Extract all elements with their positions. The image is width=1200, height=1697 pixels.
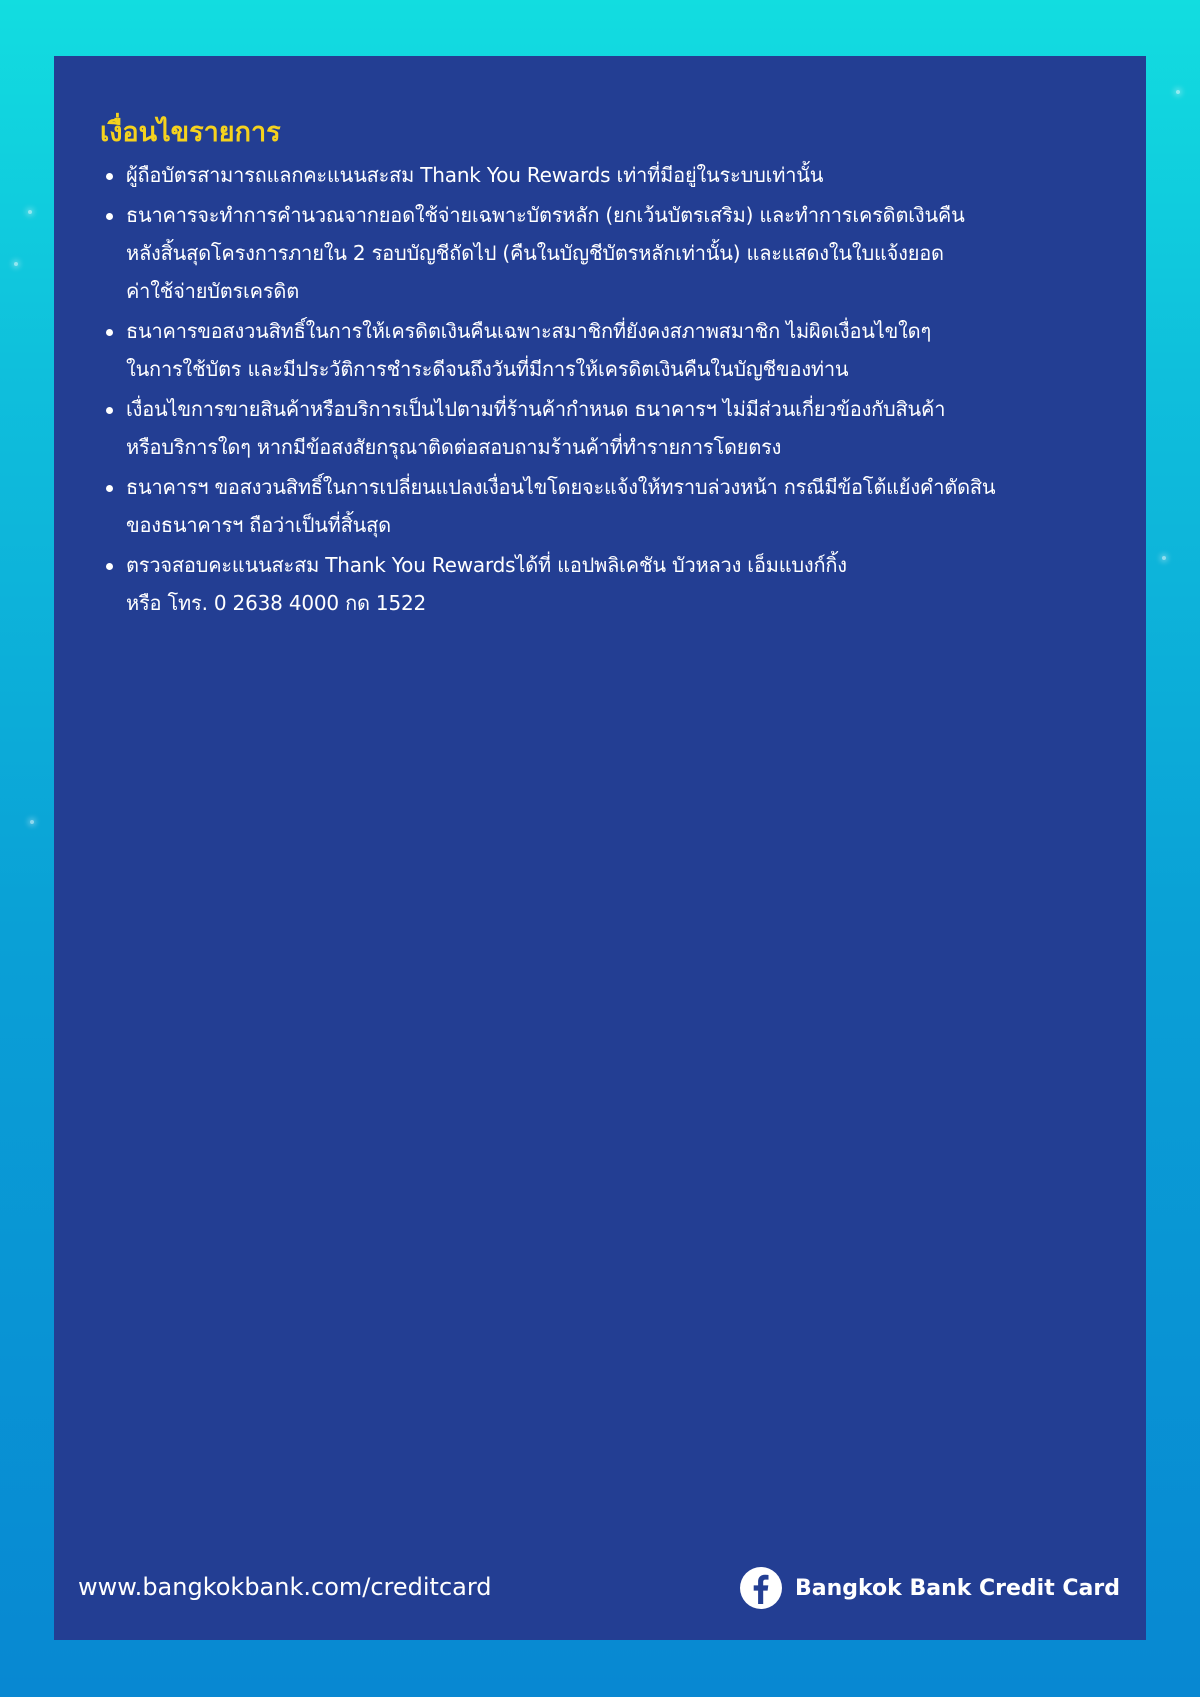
bullet-icon xyxy=(106,485,113,492)
condition-line: ธนาคารขอสงวนสิทธิ์ในการให้เครดิตเงินคืนเฉพาะสมาชิกที่ยังคงสภาพสมาชิก ไม่ผิดเงื่อนไขใดๆ xyxy=(126,319,932,343)
condition-line: ตรวจสอบคะแนนสะสม Thank You Rewardsได้ที่ แอปพลิเคชัน บัวหลวง เอ็มแบงก์กิ้ง xyxy=(126,553,847,577)
condition-line: ของธนาคารฯ ถือว่าเป็นที่สิ้นสุด xyxy=(126,513,391,537)
background-sparkle xyxy=(1162,556,1166,560)
condition-item xyxy=(100,390,1110,466)
condition-line: ผู้ถือบัตรสามารถแลกคะแนนสะสม Thank You Rewards เท่าที่มีอยู่ในระบบเท่านั้น xyxy=(126,163,824,187)
condition-item xyxy=(100,546,1110,622)
background-sparkle xyxy=(1176,90,1180,94)
condition-line: ในการใช้บัตร และมีประวัติการชำระดีจนถึงวันที่มีการให้เครดิตเงินคืนในบัญชีของท่าน xyxy=(126,357,849,381)
condition-item xyxy=(100,468,1110,544)
facebook-page-link[interactable] xyxy=(739,1566,1120,1610)
conditions-heading: เงื่อนไขรายการ xyxy=(100,117,281,148)
condition-line: หลังสิ้นสุดโครงการภายใน 2 รอบบัญชีถัดไป (คืนในบัญชีบัตรหลักเท่านั้น) และแสดงในใบแจ้งยอด xyxy=(126,241,944,265)
background-sparkle xyxy=(14,262,18,266)
condition-line: หรือบริการใดๆ หากมีข้อสงสัยกรุณาติดต่อสอบถามร้านค้าที่ทำรายการโดยตรง xyxy=(126,435,782,459)
background-sparkle xyxy=(28,210,32,214)
condition-line: ค่าใช้จ่ายบัตรเครดิต xyxy=(126,279,299,303)
condition-item xyxy=(100,312,1110,388)
condition-line: ธนาคารฯ ขอสงวนสิทธิ์ในการเปลี่ยนแปลงเงื่อนไขโดยจะแจ้งให้ทราบล่วงหน้า กรณีมีข้อโต้แย้งคำตัดสิน xyxy=(126,475,996,499)
condition-line: เงื่อนไขการขายสินค้าหรือบริการเป็นไปตามที่ร้านค้ากำหนด ธนาคารฯ ไม่มีส่วนเกี่ยวข้องกับสินค้า xyxy=(126,397,946,421)
bullet-icon xyxy=(106,329,113,336)
condition-item xyxy=(100,156,1110,194)
facebook-page-label: Bangkok Bank Credit Card xyxy=(794,1575,1120,1601)
conditions-list xyxy=(100,156,1110,624)
bullet-icon xyxy=(106,213,113,220)
bullet-icon xyxy=(106,407,113,414)
condition-item xyxy=(100,196,1110,310)
condition-line: ธนาคารจะทำการคำนวณจากยอดใช้จ่ายเฉพาะบัตรหลัก (ยกเว้นบัตรเสริม) และทำการเครดิตเงินคืน xyxy=(126,203,965,227)
bullet-icon xyxy=(106,563,113,570)
bullet-icon xyxy=(106,173,113,180)
website-link[interactable]: www.bangkokbank.com/creditcard xyxy=(78,1573,492,1601)
facebook-icon xyxy=(739,1566,783,1610)
background-sparkle xyxy=(30,820,34,824)
conditions-panel xyxy=(54,56,1146,1640)
condition-line: หรือ โทร. 0 2638 4000 กด 1522 xyxy=(126,591,427,615)
